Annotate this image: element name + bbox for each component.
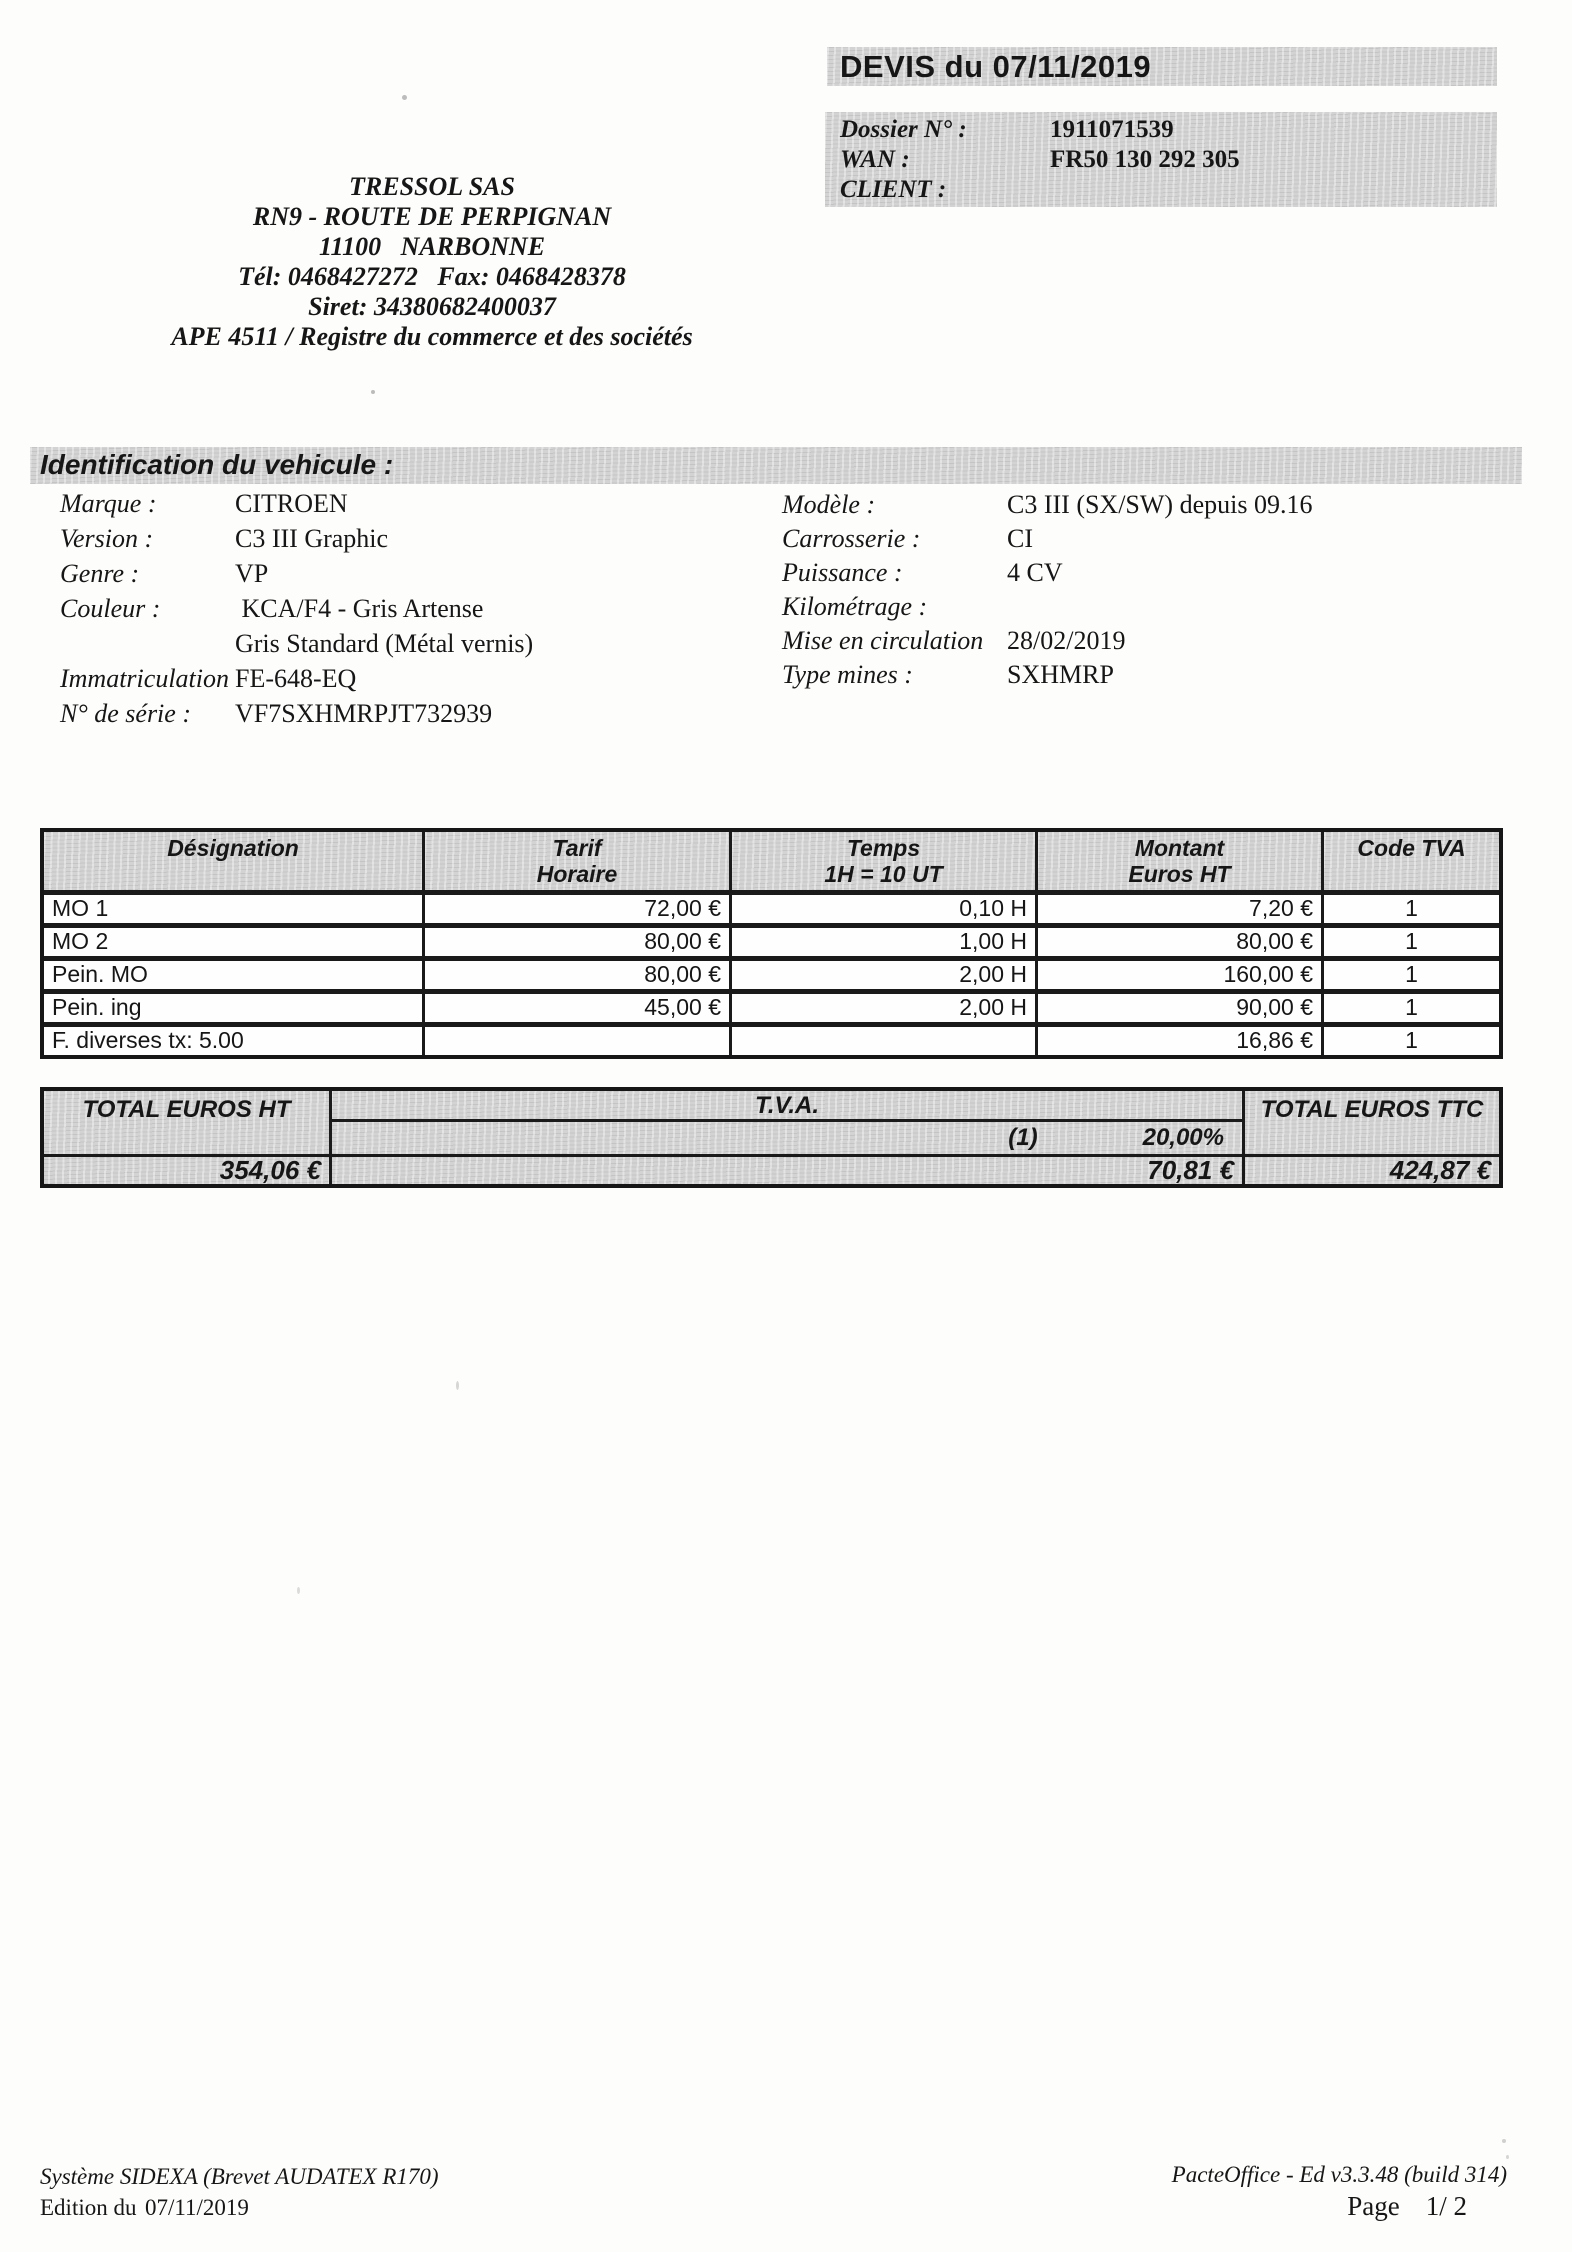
wan-row [825, 145, 1497, 175]
identification-title: Identification du vehicule : [40, 449, 394, 480]
cell-temps: 0,10 H [732, 890, 1038, 923]
cell-code-tva: 1 [1324, 956, 1499, 989]
cell-temps [732, 1022, 1038, 1055]
tva-amount-value: 70,81 € [332, 1154, 1245, 1184]
cell-temps: 2,00 H [732, 956, 1038, 989]
footer-edition-date: 07/11/2019 [145, 2195, 249, 2220]
cell-tarif: 80,00 € [425, 923, 732, 956]
vehicle-details-left [60, 489, 533, 734]
footer-software-line: PacteOffice - Ed v3.3.48 (build 314) [1171, 2162, 1507, 2187]
cell-code-tva: 1 [1324, 890, 1499, 923]
field-genre: Genre : VP [60, 559, 269, 588]
field-marque: Marque : CITROEN [60, 489, 348, 518]
footer-edition-label: Edition du [40, 2195, 137, 2220]
scan-speck [371, 390, 375, 394]
cell-code-tva: 1 [1324, 989, 1499, 1022]
cell-montant: 90,00 € [1038, 989, 1324, 1022]
company-name: TRESSOL SAS [349, 172, 515, 201]
scan-speck [1502, 2139, 1506, 2143]
dossier-label: Dossier N° : [840, 116, 967, 143]
cell-designation: MO 2 [44, 923, 425, 956]
devis-title-bar [827, 47, 1497, 86]
file-info-block [825, 112, 1497, 207]
cell-tarif: 80,00 € [425, 956, 732, 989]
scan-speck [297, 1587, 300, 1594]
field-modele: Modèle : C3 III (SX/SW) depuis 09.16 [782, 490, 1313, 519]
company-street: RN9 - ROUTE DE PERPIGNAN [252, 202, 612, 231]
total-ttc-value: 424,87 € [1245, 1154, 1499, 1184]
field-numero-serie: N° de série : VF7SXHMRPJT732939 [60, 699, 493, 728]
client-row [825, 175, 1497, 205]
cell-montant: 7,20 € [1038, 890, 1324, 923]
total-ttc-header: TOTAL EUROS TTC [1260, 1096, 1484, 1123]
cell-code-tva: 1 [1324, 923, 1499, 956]
client-label: CLIENT : [840, 176, 947, 203]
cell-tarif: 45,00 € [425, 989, 732, 1022]
col-header-designation: Désignation [44, 832, 425, 890]
dossier-row [825, 115, 1497, 145]
cell-montant: 160,00 € [1038, 956, 1324, 989]
footer-left [40, 2161, 439, 2223]
col-header-code-tva: Code TVA [1324, 832, 1499, 890]
cell-designation: MO 1 [44, 890, 425, 923]
tva-index: (1) [1008, 1124, 1038, 1151]
items-table [40, 828, 1503, 1059]
tva-column [332, 1091, 1245, 1154]
field-carrosserie: Carrosserie : CI [782, 524, 1033, 553]
field-puissance: Puissance : 4 CV [782, 558, 1063, 587]
cell-temps: 1,00 H [732, 923, 1038, 956]
cell-tarif [425, 1022, 732, 1055]
footer-edition-line [40, 2192, 439, 2223]
footer-page-label: Page [1347, 2191, 1400, 2221]
cell-code-tva: 1 [1324, 1022, 1499, 1055]
footer-right [1172, 2160, 1507, 2223]
totals-table [40, 1087, 1503, 1188]
cell-tarif: 72,00 € [425, 890, 732, 923]
identification-section-header [30, 447, 1522, 484]
field-version: Version : C3 III Graphic [60, 524, 389, 553]
tva-rate-row [332, 1122, 1242, 1154]
total-ht-value: 354,06 € [44, 1154, 332, 1184]
tva-rate-value: 20,00% [1142, 1124, 1224, 1151]
devis-title: DEVIS du 07/11/2019 [840, 49, 1152, 84]
company-phone-fax: Tél: 0468427272 Fax: 0468428378 [238, 262, 626, 291]
col-header-temps: Temps 1H = 10 UT [732, 832, 1038, 890]
cell-designation: Pein. MO [44, 956, 425, 989]
dossier-value: 1911071539 [1050, 116, 1174, 143]
company-city: 11100 NARBONNE [318, 232, 546, 261]
footer-system-line: Système SIDEXA (Brevet AUDATEX R170) [40, 2164, 439, 2189]
col-header-montant: Montant Euros HT [1038, 832, 1324, 890]
total-ht-header: TOTAL EUROS HT [44, 1091, 332, 1154]
footer-page-line [1172, 2190, 1507, 2223]
wan-label: WAN : [840, 146, 910, 173]
footer-page-number: 1/ 2 [1425, 2191, 1467, 2221]
field-couleur-line2: Gris Standard (Métal vernis) [235, 629, 534, 658]
tva-header: T.V.A. [332, 1091, 1242, 1122]
vehicle-details-right [782, 490, 1312, 694]
scan-speck [402, 95, 407, 100]
cell-montant: 80,00 € [1038, 923, 1324, 956]
field-kilometrage: Kilométrage : [782, 592, 928, 621]
company-siret: Siret: 34380682400037 [308, 292, 556, 321]
wan-value: FR50 130 292 305 [1050, 146, 1240, 173]
field-couleur: Couleur : KCA/F4 - Gris Artense [60, 594, 484, 623]
field-mise-en-circulation: Mise en circulation 28/02/2019 [782, 626, 1126, 655]
cell-designation: Pein. ing [44, 989, 425, 1022]
col-header-tarif: Tarif Horaire [425, 832, 732, 890]
field-immatriculation: Immatriculation FE-648-EQ [60, 664, 357, 693]
field-type-mines: Type mines : SXHMRP [782, 660, 1114, 689]
company-address-block [118, 172, 746, 352]
scan-speck [1506, 2155, 1509, 2159]
cell-designation: F. diverses tx: 5.00 [44, 1022, 425, 1055]
scan-speck [456, 1381, 459, 1390]
cell-temps: 2,00 H [732, 989, 1038, 1022]
company-ape: APE 4511 / Registre du commerce et des sociétés [171, 322, 693, 351]
cell-montant: 16,86 € [1038, 1022, 1324, 1055]
